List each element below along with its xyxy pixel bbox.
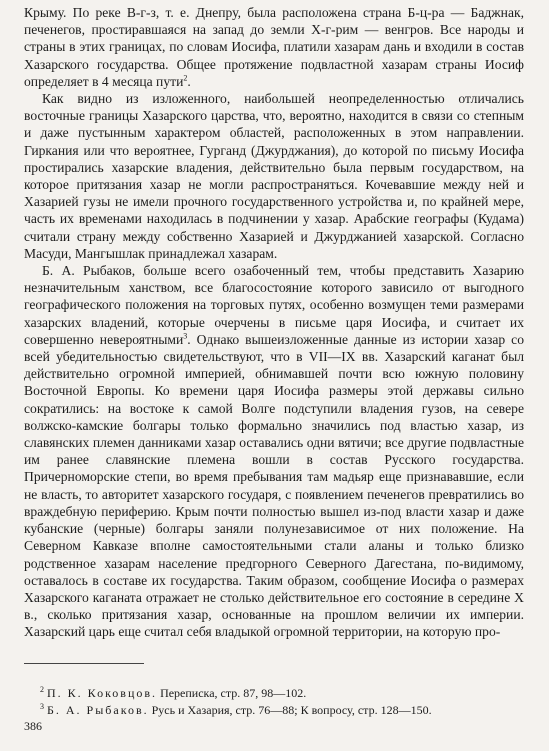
footnote-3-text: Русь и Хазария, стр. 76—88; К вопросу, стр. 128—150.	[148, 703, 432, 717]
footnote-ref-2[interactable]: 2	[183, 73, 188, 83]
paragraph-1-text: Крыму. По реке В-г-з, т. е. Днепру, была расположена страна Б-ц-ра — Баджнак, печенегов, простиравшаяся на запад до земли Х-г-рим — венгров. Все народы и страны в этих границах, по словам Иосифа, платили хазарам дань и входили в состав Хазарского государства. Общее протяжение подвластной хазарам страны Иосиф определяет в 4 месяца пути	[24, 5, 524, 89]
paragraph-3-continued: . Однако вышеизложенные данные из истории хазар со всей убедительностью свидетельствуют, что в VII—IX вв. Хазарский каганат был действительно огромной империей, обнимавшей почти всю южную половину Восточной Европы. Ко времени царя Иосифа размеры этой державы сильно сократились: на востоке к самой Волге подступили владения гузов, на севере волжско-камские болгары только формально значились под властью хазар, из славянских племен данниками хазар оставались одни вятичи; все другие подвластные им ранее славянские племена вошли в состав Русского государства. Причерноморские степи, во время пребывания там мадьяр еще признававшие, если не власть, то авторитет хазарского государя, с появлением печенегов превратились во враждебную периферию. Крым почти полностью вышел из-под власти хазар и даже кубанские (черные) болгары заняли полунезависимое от них положение. На Северном Кавказе вполне самостоятельными стали аланы и только близко родственное хазарам население предгорного Северного Дагестана, по-видимому, оставалось в составе их государства. Таким образом, сообщение Иосифа о размерах Хазарского каганата отражает не столько действительное его состояние в середине X в., сколько притязания хазар, основанные на прошлом величии их империи. Хазарский царь еще считал себя владыкой огромной территории, на которую про-	[24, 331, 524, 640]
footnote-2	[40, 685, 530, 702]
paragraph-3-text: Б. А. Рыбаков, больше всего озабоченный тем, чтобы представить Хазарию незначительным ханством, все благосостояние которого зависило от выгодного географического положения на торговых путях, особенно возмущен теми размерами хазарских владений, которые очерчены в письме царя Иосифа, и считает их совершенно невероятными	[24, 263, 524, 347]
paragraph-1-end: .	[187, 73, 191, 89]
paragraph-2-text: Как видно из изложенного, наибольшей неопределенностью отличались восточные границы Хазарского царства, что, вероятно, находится в связи со степным и даже пустынным характером областей, расположенных в этом направлении. Гиркания или что вероятнее, Гурганд (Джурджания), до которой по письму Иосифа простирались хазарские владения, действительно была первым государством, на которое притязания хазар не могли распространяться. Кочевавшие между ней и Хазарией гузы не имели прочного государственного устройства и, по крайней мере, часть их временами находилась в подчинении у хазар. Арабские географы (Кудама) считали страну между собственно Хазарией и Джурджанией хазарской. Согласно Масуди, Мангышлак принадлежал хазарам.	[24, 91, 524, 261]
paragraph-2	[24, 90, 524, 262]
footnote-divider	[24, 663, 144, 664]
footnote-2-text: Переписка, стр. 87, 98—102.	[157, 686, 307, 700]
paragraph-1	[24, 4, 524, 90]
page-number: 386	[24, 719, 42, 733]
main-text	[24, 4, 524, 641]
footnotes	[40, 685, 530, 719]
footnote-3	[40, 702, 530, 719]
footnote-ref-3[interactable]: 3	[183, 331, 188, 341]
footnote-3-mark: 3	[40, 702, 44, 711]
footnote-3-author: Б. А. Рыбаков.	[47, 703, 149, 717]
paragraph-3	[24, 262, 524, 640]
footnote-2-author: П. К. Коковцов.	[47, 686, 158, 700]
footnote-2-mark: 2	[40, 685, 44, 694]
